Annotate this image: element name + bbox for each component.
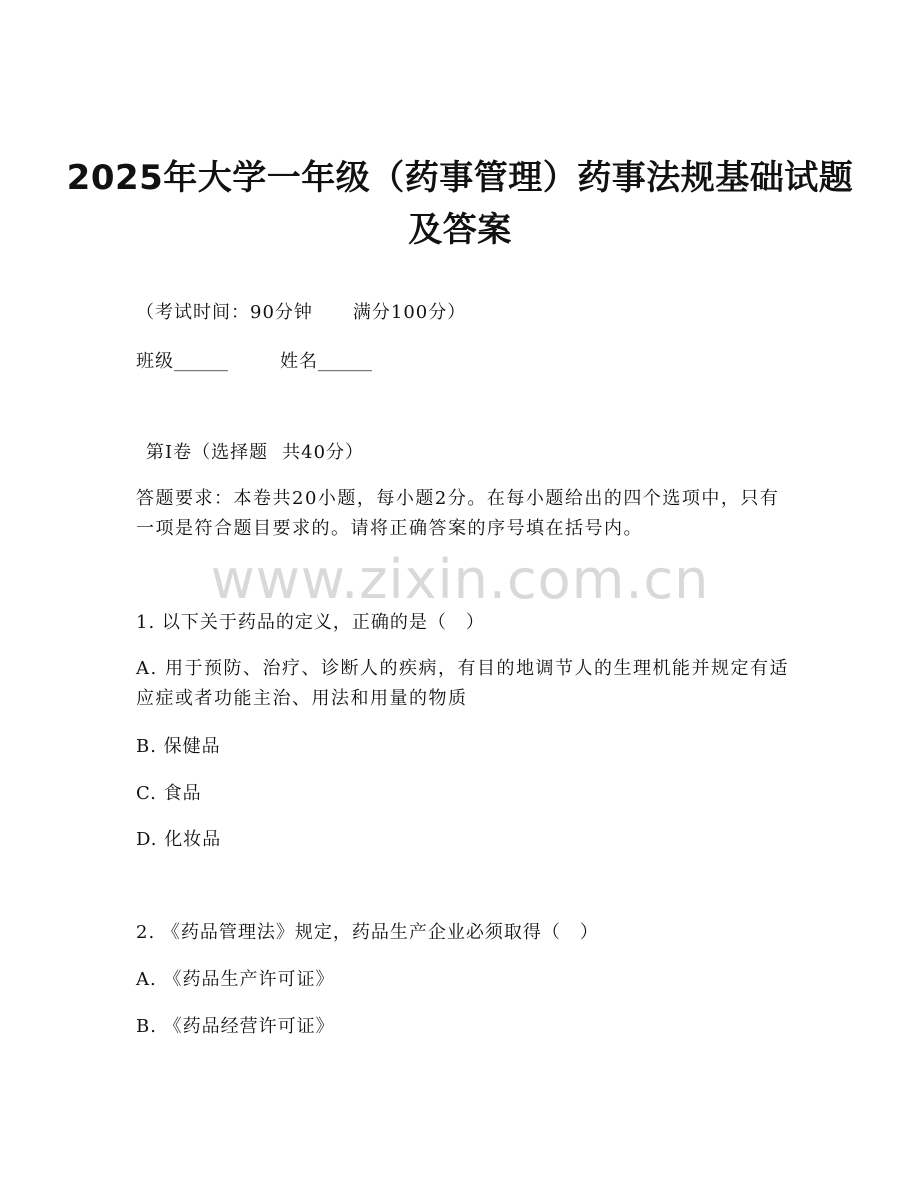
- question-1-option-a: A. 用于预防、治疗、诊断人的疾病，有目的地调节人的生理机能并规定有适应症或者功能主治、用法和用量的物质: [136, 658, 789, 709]
- name-blank: ______: [318, 351, 372, 372]
- question-2-option-a: A. 《药品生产许可证》: [136, 969, 335, 990]
- question-2-stem: 2. 《药品管理法》规定，药品生产企业必须取得（ ）: [136, 922, 599, 943]
- section-title-b: 共40分）: [282, 442, 365, 463]
- student-fields: [136, 349, 372, 375]
- section-instructions: 答题要求：本卷共20小题，每小题2分。在每小题给出的四个选项中，只有一项是符合题目要求的。请将正确答案的序号填在括号内。: [136, 488, 780, 539]
- exam-score: 满分100分）: [352, 302, 467, 323]
- question-1-option-c: C. 食品: [136, 783, 202, 804]
- document-title: 2025年大学一年级（药事管理）药事法规基础试题及答案: [66, 158, 854, 250]
- question-1-stem: 1. 以下关于药品的定义，正确的是（ ）: [136, 612, 485, 633]
- question-1-option-b: B. 保健品: [136, 736, 221, 757]
- class-label: 班级: [136, 351, 174, 372]
- watermark: www.zixin.com.cn: [210, 548, 710, 611]
- section-title-a: 第Ⅰ卷（选择题: [146, 442, 269, 463]
- class-blank: ______: [174, 351, 228, 372]
- section-title: [146, 440, 364, 466]
- exam-time: （考试时间：90分钟: [136, 302, 313, 323]
- question-1-option-d: D. 化妆品: [136, 829, 222, 850]
- exam-info: [136, 300, 466, 326]
- name-label: 姓名: [280, 351, 318, 372]
- question-2-option-b: B. 《药品经营许可证》: [136, 1016, 335, 1037]
